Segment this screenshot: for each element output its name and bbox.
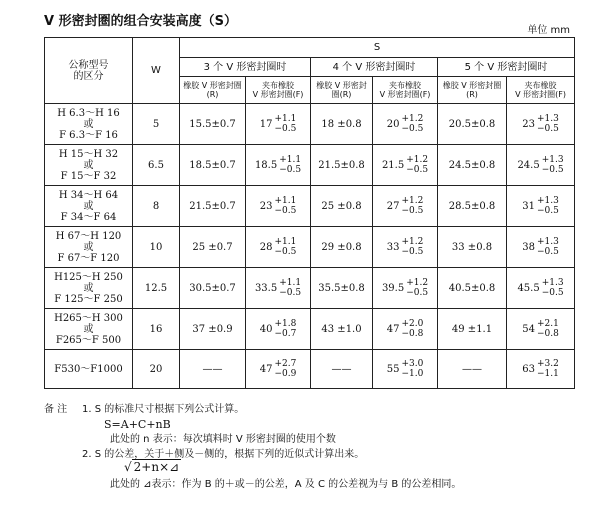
row-value [507, 227, 575, 268]
formula: S=A+C+nB [104, 418, 171, 431]
tolerance [537, 237, 559, 257]
value-number: 54 [522, 323, 535, 335]
tolerance-plus: +1.3 [536, 114, 559, 124]
row-value [507, 145, 575, 186]
row-value [246, 227, 311, 268]
row-value [311, 104, 373, 145]
s-header: S [180, 38, 575, 58]
row-value [373, 350, 438, 389]
type-header [45, 38, 133, 104]
table-row [45, 104, 575, 145]
tolerance [274, 114, 296, 134]
group-header-4: 4 个 V 形密封圈时 [311, 58, 438, 77]
row-type: H125～H 250 或 F 125～F 250 [45, 268, 133, 309]
tolerance-minus: −0.8 [401, 329, 424, 339]
value-number: 28 [259, 241, 273, 253]
row-value [507, 268, 575, 309]
row-w: 6.5 [133, 145, 180, 186]
table-row [45, 186, 575, 227]
row-value [180, 268, 246, 309]
value-number: 45.5 [517, 282, 540, 294]
value-number: 21.5±0.8 [318, 159, 365, 171]
tolerance [401, 196, 423, 216]
value-number: 15.5±0.7 [189, 118, 236, 130]
tolerance-plus: +1.1 [274, 114, 297, 124]
row-value [180, 186, 246, 227]
row-w: 12.5 [133, 268, 180, 309]
row-w: 8 [133, 186, 180, 227]
tolerance-minus: −0.5 [536, 247, 559, 257]
value-number: 24.5 [517, 159, 540, 171]
table-row [45, 309, 575, 350]
tolerance [542, 278, 564, 298]
tolerance-plus: +1.2 [401, 237, 424, 247]
table-row [45, 227, 575, 268]
tolerance-plus: +3.2 [536, 359, 559, 369]
row-value [438, 186, 507, 227]
tolerance-minus: −0.5 [541, 288, 564, 298]
tolerance-minus: −0.5 [536, 124, 559, 134]
value-number: 21.5±0.7 [189, 200, 236, 212]
row-value [311, 268, 373, 309]
row-value [507, 104, 575, 145]
tolerance-minus: −0.5 [406, 165, 429, 175]
row-value [180, 227, 246, 268]
row-value [438, 104, 507, 145]
tolerance-minus: −0.7 [274, 329, 297, 339]
value-number: 38 [522, 241, 535, 253]
tolerance-minus: −1.0 [401, 369, 424, 379]
tolerance-plus: +1.1 [279, 278, 302, 288]
tolerance-plus: +1.8 [274, 319, 297, 329]
value-number: 33 [386, 241, 400, 253]
row-value [246, 309, 311, 350]
row-value [438, 268, 507, 309]
row-value [438, 309, 507, 350]
page-title: V 形密封圏的组合安装高度（S） [44, 14, 237, 29]
tolerance [406, 155, 428, 175]
tolerance-minus: −0.5 [541, 165, 564, 175]
notes-label: 备 注 [44, 404, 68, 415]
row-value [246, 268, 311, 309]
tolerance [406, 278, 428, 298]
row-w: 10 [133, 227, 180, 268]
tolerance [274, 359, 296, 379]
value-number: 37 ±0.9 [192, 323, 233, 335]
row-value [180, 350, 246, 389]
value-number: 20 [386, 118, 400, 130]
subheader-rubber: 橡胶 V 形密封圈(R) [438, 77, 507, 104]
row-type: H 6.3～H 16 或 F 6.3～F 16 [45, 104, 133, 145]
tolerance-minus: −0.5 [401, 124, 424, 134]
value-number: 47 [386, 323, 400, 335]
value-number: 23 [522, 118, 535, 130]
row-value [507, 309, 575, 350]
table-row [45, 145, 575, 186]
tolerance-plus: +1.3 [541, 278, 564, 288]
value-number: 39.5 [381, 282, 405, 294]
value-number: 18.5±0.7 [189, 159, 236, 171]
row-value [246, 104, 311, 145]
value-number: 17 [259, 118, 273, 130]
value-number: 49 ±1.1 [451, 323, 493, 335]
value-number: 23 [259, 200, 273, 212]
tolerance-plus: +3.0 [401, 359, 424, 369]
sqrt-formula [124, 460, 181, 475]
table-row [45, 350, 575, 389]
tolerance-minus: −1.1 [536, 369, 559, 379]
value-number: 18 ±0.8 [321, 118, 362, 130]
row-type: H265～H 300 或 F265～F 500 [45, 309, 133, 350]
table-row [45, 268, 575, 309]
value-number: 25 ±0.8 [321, 200, 362, 212]
row-value [507, 350, 575, 389]
row-w: 20 [133, 350, 180, 389]
sqrt-sign: √ [124, 460, 132, 474]
value-number: 25 ±0.7 [192, 241, 233, 253]
row-value [180, 309, 246, 350]
tolerance [537, 114, 559, 134]
tolerance-plus: +1.2 [406, 155, 429, 165]
tolerance [537, 359, 559, 379]
group-header-5: 5 个 V 形密封圈时 [438, 58, 575, 77]
row-value [373, 145, 438, 186]
tolerance-plus: +1.2 [401, 114, 424, 124]
row-value [373, 227, 438, 268]
sqrt-body: 2+n×⊿ [133, 460, 180, 474]
row-type: H 15～H 32 或 F 15～F 32 [45, 145, 133, 186]
subheader-rubber: 橡胶 V 形密封圈(R) [180, 77, 246, 104]
tolerance-plus: +1.2 [406, 278, 429, 288]
tolerance [401, 237, 423, 257]
row-value [311, 145, 373, 186]
tolerance [401, 319, 423, 339]
row-value [507, 186, 575, 227]
tolerance [401, 359, 423, 379]
value-number: 43 ±1.0 [321, 323, 362, 335]
unit-label: 单位 mm [527, 25, 570, 36]
tolerance [279, 278, 301, 298]
row-value [373, 186, 438, 227]
tolerance [401, 114, 423, 134]
tolerance-plus: +1.3 [536, 196, 559, 206]
value-number: 31 [522, 200, 535, 212]
tolerance [279, 155, 301, 175]
value-number: 40.5±0.8 [448, 282, 496, 294]
subheader-fabric: 夹布橡胶 V 形密封圈(F) [507, 77, 575, 104]
row-w: 5 [133, 104, 180, 145]
value-number: —— [202, 363, 223, 375]
subheader-fabric: 夹布橡胶 V 形密封圈(F) [246, 77, 311, 104]
tolerance-plus: +2.0 [401, 319, 424, 329]
w-header: W [133, 38, 180, 104]
value-number: 40 [259, 323, 273, 335]
note-2-detail: 此处的 ⊿表示：作为 B 的＋或－的公差，A 及 C 的公差视为与 B 的公差相同。 [110, 479, 462, 490]
row-value [246, 350, 311, 389]
tolerance-minus: −0.5 [406, 288, 429, 298]
tolerance-plus: +1.1 [274, 237, 297, 247]
row-value [246, 186, 311, 227]
type-header-label: 公称型号 的区分 [68, 59, 109, 82]
tolerance [537, 319, 559, 339]
row-type: H 34～H 64 或 F 34～F 64 [45, 186, 133, 227]
value-number: 55 [386, 363, 400, 375]
value-number: 63 [522, 363, 535, 375]
tolerance-plus: +1.2 [401, 196, 424, 206]
row-value [438, 350, 507, 389]
tolerance-minus: −0.5 [279, 165, 302, 175]
value-number: —— [462, 363, 482, 375]
row-value [311, 227, 373, 268]
tolerance-plus: +1.1 [279, 155, 302, 165]
tolerance-minus: −0.5 [401, 247, 424, 257]
value-number: 33 ±0.8 [451, 241, 493, 253]
row-value [180, 145, 246, 186]
note-1-detail: 此处的 n 表示：每次填料时 V 形密封圈的使用个数 [110, 434, 336, 445]
tolerance-minus: −0.9 [274, 369, 297, 379]
tolerance-plus: +1.1 [274, 196, 297, 206]
tolerance-minus: −0.8 [536, 329, 559, 339]
tolerance [274, 196, 296, 216]
note-2: 2. S 的公差，关于＋侧及－侧的，根据下列的近似式计算出来。 [82, 449, 365, 460]
row-value [373, 104, 438, 145]
value-number: 21.5 [381, 159, 405, 171]
row-value [311, 350, 373, 389]
row-value [373, 268, 438, 309]
tolerance-minus: −0.5 [279, 288, 302, 298]
value-number: —— [331, 363, 352, 375]
value-number: 30.5±0.7 [189, 282, 236, 294]
tolerance-plus: +1.3 [536, 237, 559, 247]
tolerance-minus: −0.5 [536, 206, 559, 216]
group-header-3: 3 个 V 形密封圈时 [180, 58, 311, 77]
tolerance-plus: +2.1 [536, 319, 559, 329]
value-number: 33.5 [254, 282, 278, 294]
subheader-fabric: 夹布橡胶 V 形密封圈(F) [373, 77, 438, 104]
tolerance-minus: −0.5 [401, 206, 424, 216]
value-number: 27 [386, 200, 400, 212]
subheader-rubber: 橡胶 V 形密封圈(R) [311, 77, 373, 104]
row-value [311, 309, 373, 350]
row-type: F530～F1000 [45, 350, 133, 389]
value-number: 24.5±0.8 [448, 159, 496, 171]
row-value [438, 145, 507, 186]
tolerance-minus: −0.5 [274, 206, 297, 216]
row-value [438, 227, 507, 268]
value-number: 18.5 [254, 159, 278, 171]
tolerance [542, 155, 564, 175]
tolerance-plus: +2.7 [274, 359, 297, 369]
row-type: H 67～H 120 或 F 67～F 120 [45, 227, 133, 268]
tolerance-plus: +1.3 [541, 155, 564, 165]
value-number: 28.5±0.8 [448, 200, 496, 212]
tolerance [274, 237, 296, 257]
spec-table [44, 37, 575, 389]
value-number: 35.5±0.8 [318, 282, 365, 294]
tolerance-minus: −0.5 [274, 247, 297, 257]
row-value [246, 145, 311, 186]
tolerance-minus: −0.5 [274, 124, 297, 134]
row-value [311, 186, 373, 227]
value-number: 29 ±0.8 [321, 241, 362, 253]
note-1: 1. S 的标准尺寸根据下列公式计算。 [82, 404, 245, 415]
row-value [373, 309, 438, 350]
row-value [180, 104, 246, 145]
tolerance [537, 196, 559, 216]
tolerance [274, 319, 296, 339]
row-w: 16 [133, 309, 180, 350]
value-number: 20.5±0.8 [448, 118, 496, 130]
value-number: 47 [259, 363, 273, 375]
